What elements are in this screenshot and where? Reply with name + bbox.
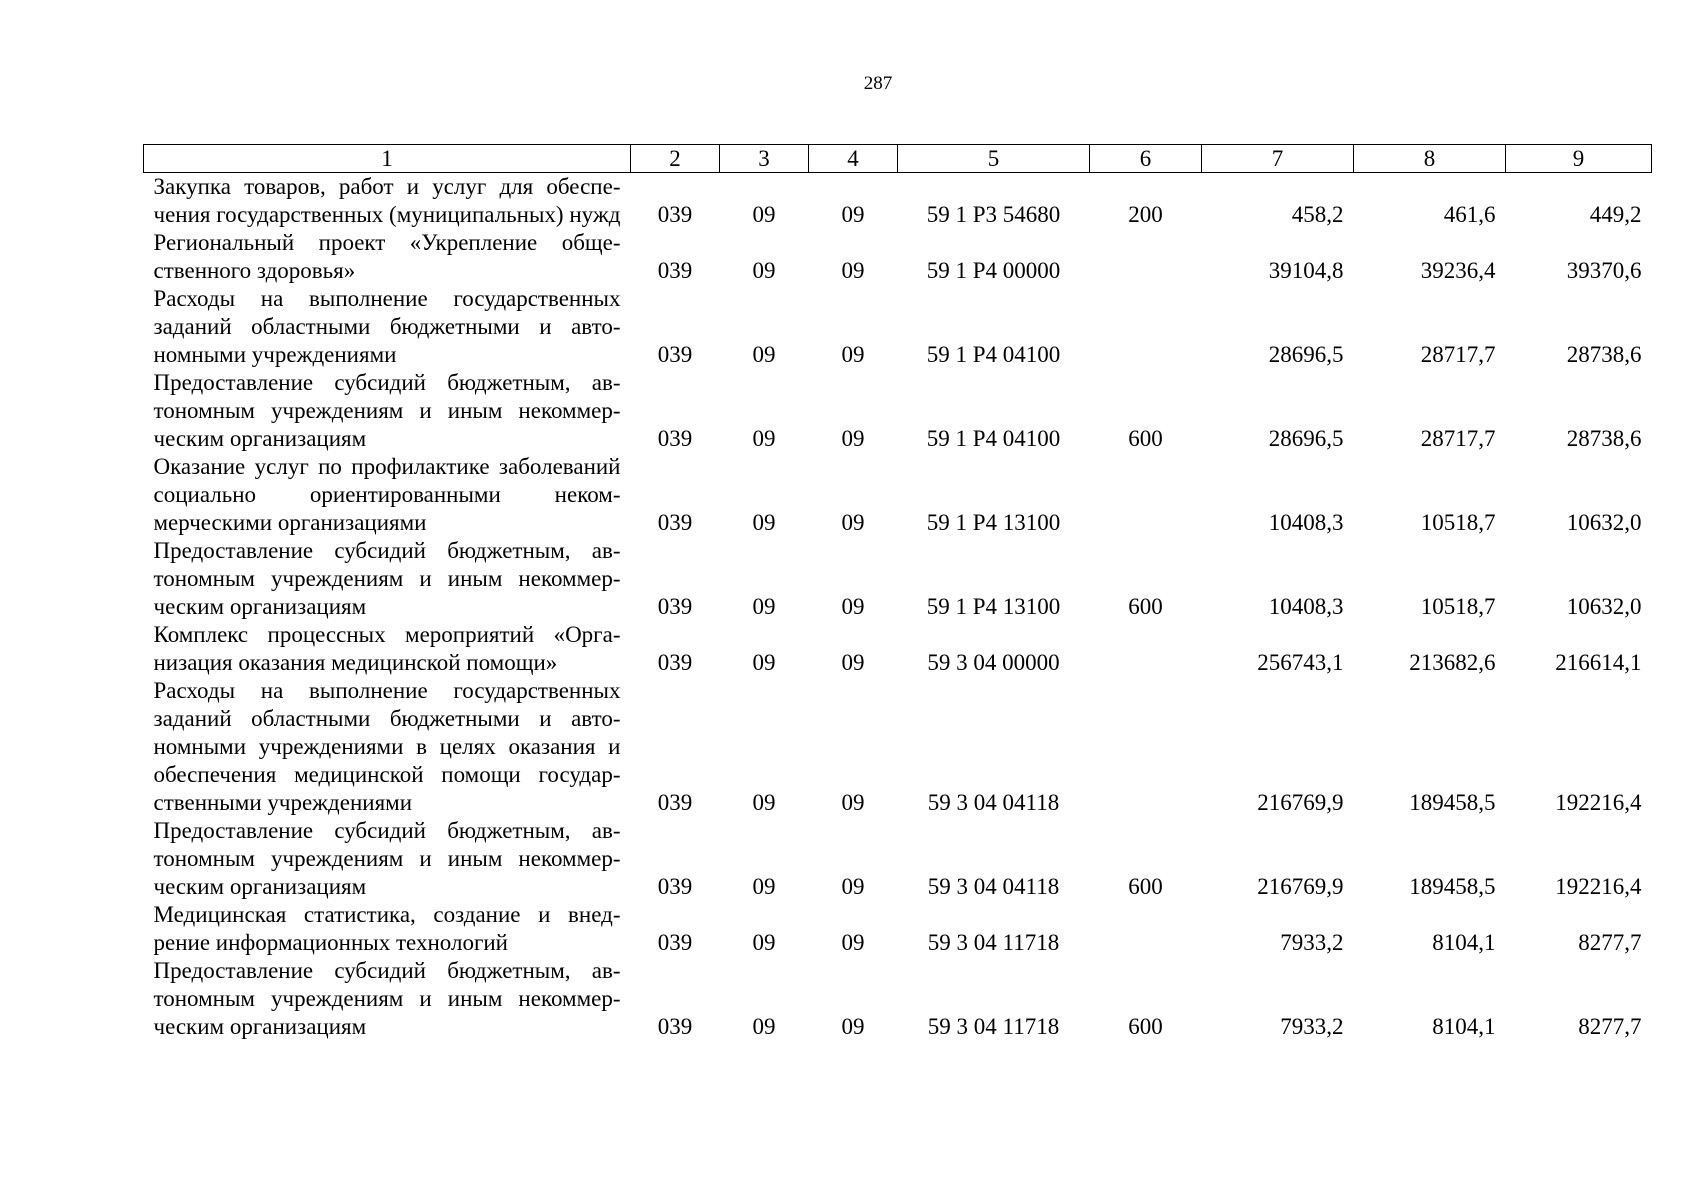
amount-year-1: 458,2 [1291, 202, 1344, 227]
row-description: Предоставление субсидий бюджетным, автономным учреждениям и иным некоммерческим организациям [153, 818, 621, 899]
amount-year-3: 216614,1 [1555, 650, 1642, 675]
amount-year-1: 256743,1 [1257, 650, 1344, 675]
target-article-code: 59 1 Р4 13100 [926, 510, 1061, 535]
amount-year-1: 28696,5 [1268, 342, 1344, 367]
amount-year-2: 10518,7 [1420, 510, 1496, 535]
table-row [144, 537, 1652, 621]
row-description: Расходы на выполнение государственных заданий областными бюджетными и автономными учреждениями в целях оказания и обеспечения медицинской помощи государственными учреждениями [153, 678, 621, 815]
row-description: Предоставление субсидий бюджетным, автономным учреждениям и иным некоммерческим организациям [153, 538, 621, 619]
expense-type-code [1090, 621, 1202, 677]
amount-year-3: 39370,6 [1566, 258, 1642, 283]
subsection-code: 09 [841, 202, 865, 227]
amount-year-2: 28717,7 [1420, 426, 1496, 451]
ministry-code: 039 [657, 510, 693, 535]
target-article-code: 59 3 04 11718 [927, 1014, 1060, 1039]
ministry-code: 039 [657, 1014, 693, 1039]
target-article-code: 59 3 04 00000 [927, 650, 1060, 675]
ministry-code: 039 [657, 202, 693, 227]
amount-year-2: 189458,5 [1409, 874, 1496, 899]
amount-year-1: 28696,5 [1268, 426, 1344, 451]
expense-type-code: 600 [1128, 594, 1163, 619]
expense-type-code: 600 [1128, 874, 1163, 899]
ministry-code: 039 [657, 342, 693, 367]
column-header: 5 [898, 145, 1090, 173]
table-row [144, 229, 1652, 285]
target-article-code: 59 1 Р4 00000 [926, 258, 1061, 283]
amount-year-1: 10408,3 [1268, 594, 1344, 619]
ministry-code: 039 [657, 426, 693, 451]
section-code: 09 [752, 930, 776, 955]
table-row [144, 173, 1652, 230]
column-header: 2 [631, 145, 720, 173]
amount-year-2: 8104,1 [1432, 1014, 1496, 1039]
section-code: 09 [752, 510, 776, 535]
amount-year-3: 10632,0 [1566, 594, 1642, 619]
amount-year-3: 10632,0 [1566, 510, 1642, 535]
section-code: 09 [752, 202, 776, 227]
amount-year-2: 461,6 [1443, 202, 1496, 227]
column-header: 4 [809, 145, 898, 173]
column-header: 7 [1202, 145, 1354, 173]
expense-type-code [1090, 229, 1202, 285]
table-row [144, 369, 1652, 453]
column-header: 6 [1090, 145, 1202, 173]
amount-year-2: 213682,6 [1409, 650, 1496, 675]
column-header: 9 [1506, 145, 1652, 173]
expense-type-code: 600 [1128, 426, 1163, 451]
amount-year-2: 189458,5 [1409, 790, 1496, 815]
amount-year-2: 28717,7 [1420, 342, 1496, 367]
row-description: Расходы на выполнение государственных заданий областными бюджетными и автономными учреждениями [153, 286, 621, 367]
amount-year-1: 216769,9 [1257, 874, 1344, 899]
expense-type-code [1090, 285, 1202, 369]
amount-year-1: 39104,8 [1268, 258, 1344, 283]
amount-year-3: 8277,7 [1578, 1014, 1642, 1039]
amount-year-3: 28738,6 [1566, 426, 1642, 451]
amount-year-2: 8104,1 [1432, 930, 1496, 955]
ministry-code: 039 [657, 930, 693, 955]
expense-type-code [1090, 901, 1202, 957]
target-article-code: 59 3 04 11718 [927, 930, 1060, 955]
section-code: 09 [752, 790, 776, 815]
row-description: Региональный проект «Укрепление общественного здоровья» [153, 230, 621, 283]
subsection-code: 09 [841, 342, 865, 367]
target-article-code: 59 1 Р4 13100 [926, 594, 1061, 619]
ministry-code: 039 [657, 650, 693, 675]
row-description: Медицинская статистика, создание и внедрение информационных технологий [153, 902, 621, 955]
expense-type-code: 200 [1128, 202, 1163, 227]
target-article-code: 59 1 Р4 04100 [926, 426, 1061, 451]
section-code: 09 [752, 650, 776, 675]
amount-year-1: 7933,2 [1280, 930, 1344, 955]
budget-table [143, 144, 1652, 1041]
row-description: Закупка товаров, работ и услуг для обеспечения государственных (муниципальных) нужд [153, 174, 621, 227]
amount-year-3: 449,2 [1589, 202, 1642, 227]
target-article-code: 59 3 04 04118 [927, 790, 1060, 815]
subsection-code: 09 [841, 426, 865, 451]
subsection-code: 09 [841, 510, 865, 535]
amount-year-1: 7933,2 [1280, 1014, 1344, 1039]
subsection-code: 09 [841, 930, 865, 955]
row-description: Комплекс процессных мероприятий «Организация оказания медицинской помощи» [153, 622, 621, 675]
amount-year-2: 10518,7 [1420, 594, 1496, 619]
ministry-code: 039 [657, 258, 693, 283]
expense-type-code: 600 [1128, 1014, 1163, 1039]
amount-year-3: 8277,7 [1578, 930, 1642, 955]
table-row [144, 817, 1652, 901]
amount-year-3: 192216,4 [1555, 790, 1642, 815]
subsection-code: 09 [841, 874, 865, 899]
amount-year-2: 39236,4 [1420, 258, 1496, 283]
section-code: 09 [752, 874, 776, 899]
target-article-code: 59 1 Р3 54680 [926, 202, 1061, 227]
section-code: 09 [752, 342, 776, 367]
table-row [144, 677, 1652, 817]
amount-year-3: 28738,6 [1566, 342, 1642, 367]
table-row [144, 901, 1652, 957]
section-code: 09 [752, 258, 776, 283]
row-description: Оказание услуг по профилактике заболеваний социально ориентированными некоммерческими организациями [153, 454, 621, 535]
expense-type-code [1090, 677, 1202, 817]
subsection-code: 09 [841, 650, 865, 675]
column-header: 1 [144, 145, 631, 173]
target-article-code: 59 3 04 04118 [927, 874, 1060, 899]
table-row [144, 957, 1652, 1041]
column-header: 3 [720, 145, 809, 173]
row-description: Предоставление субсидий бюджетным, автономным учреждениям и иным некоммерческим организациям [153, 958, 621, 1039]
expense-type-code [1090, 453, 1202, 537]
page-number: 287 [863, 73, 893, 94]
subsection-code: 09 [841, 258, 865, 283]
ministry-code: 039 [657, 790, 693, 815]
target-article-code: 59 1 Р4 04100 [926, 342, 1061, 367]
row-description: Предоставление субсидий бюджетным, автономным учреждениям и иным некоммерческим организациям [153, 370, 621, 451]
section-code: 09 [752, 426, 776, 451]
amount-year-1: 216769,9 [1257, 790, 1344, 815]
section-code: 09 [752, 1014, 776, 1039]
table-row [144, 621, 1652, 677]
subsection-code: 09 [841, 790, 865, 815]
subsection-code: 09 [841, 1014, 865, 1039]
ministry-code: 039 [657, 874, 693, 899]
table-row [144, 285, 1652, 369]
amount-year-3: 192216,4 [1555, 874, 1642, 899]
section-code: 09 [752, 594, 776, 619]
subsection-code: 09 [841, 594, 865, 619]
ministry-code: 039 [657, 594, 693, 619]
table-row [144, 453, 1652, 537]
table-header-row [144, 145, 1652, 173]
amount-year-1: 10408,3 [1268, 510, 1344, 535]
column-header: 8 [1354, 145, 1506, 173]
